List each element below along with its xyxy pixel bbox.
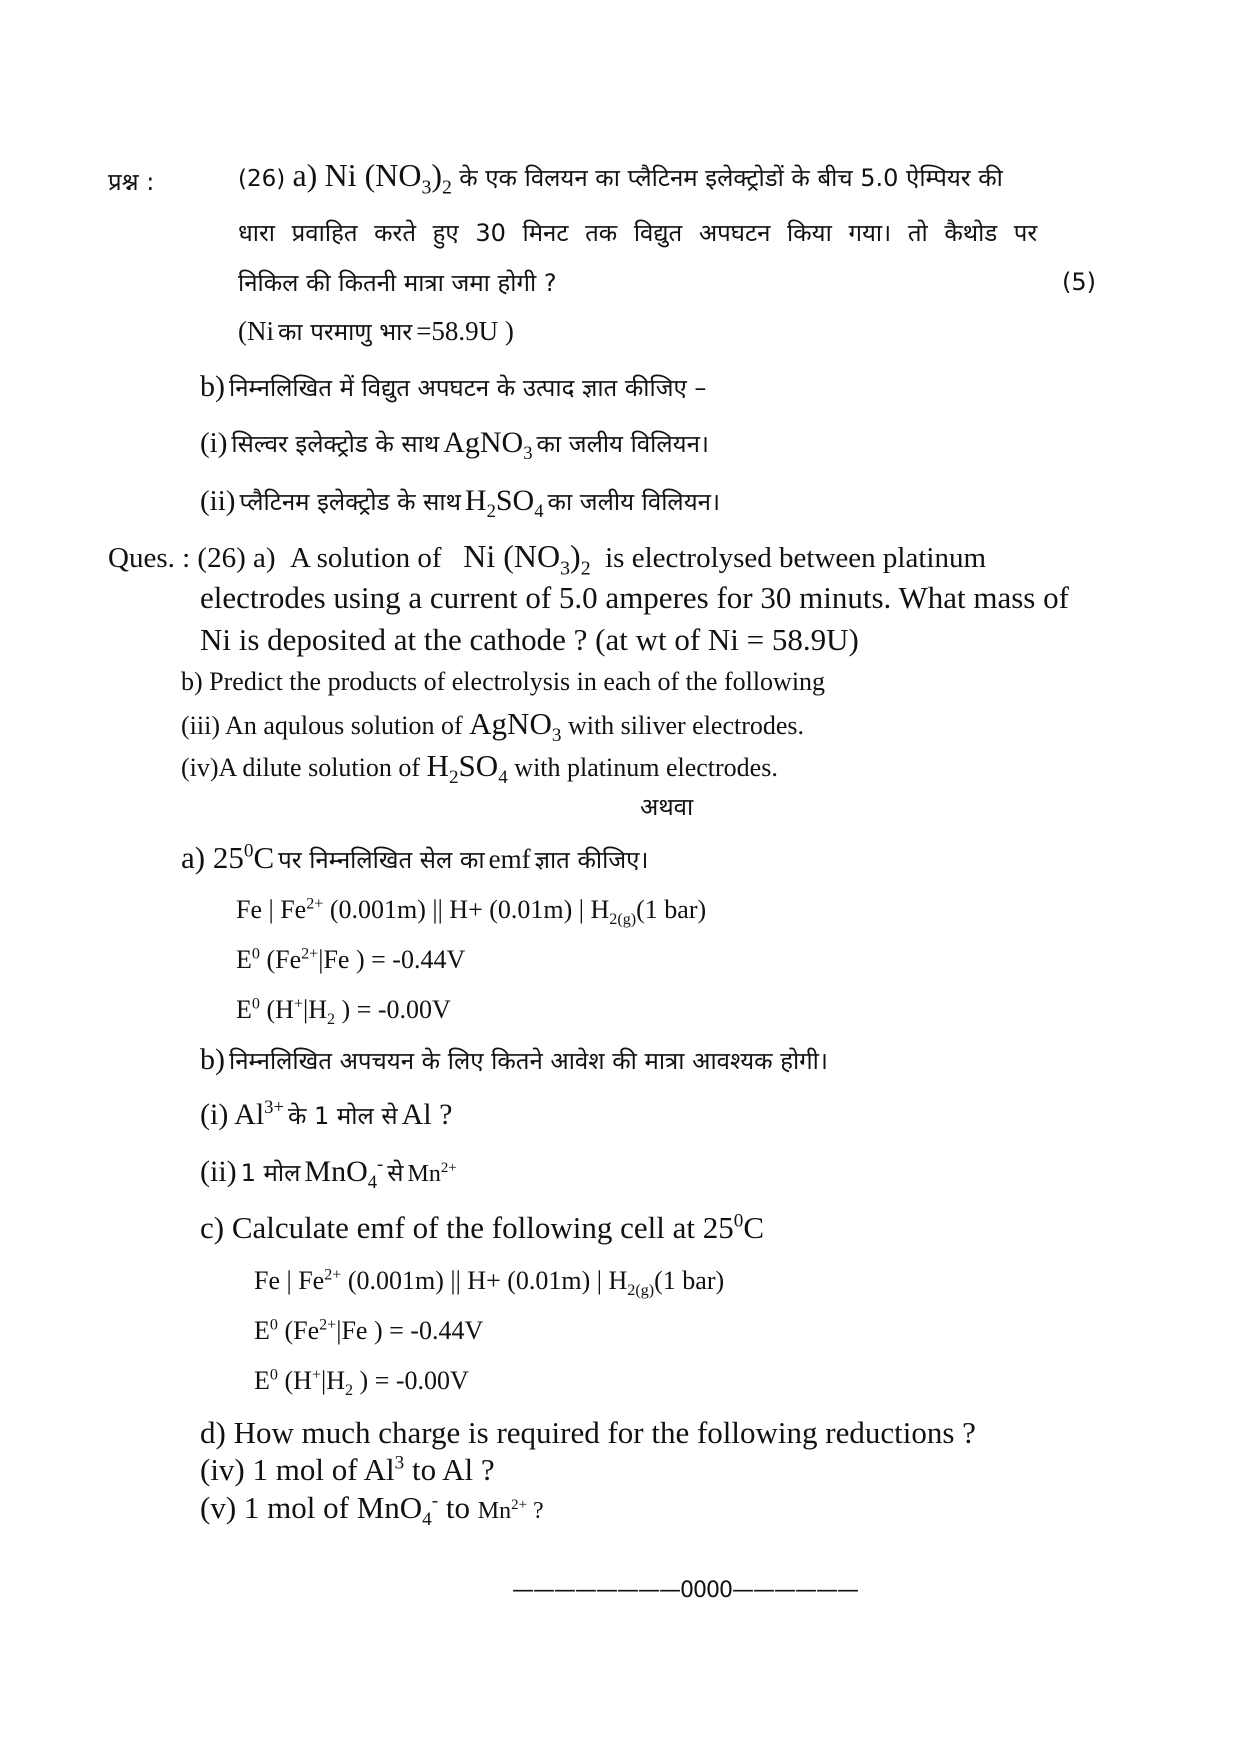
question-label-hindi: प्रश्न : (108, 168, 155, 196)
or-divider-label: अथवा (640, 793, 694, 821)
hindi-q-a-line-3: निकिल की कितनी मात्रा जमा होगी ? (238, 269, 557, 297)
marks-label: (5) (1062, 268, 1096, 296)
hindi-alt-e0-h: $E^0$ ($H^+|H_2$ ) = -0.00V (236, 995, 451, 1029)
hindi-alt-e0-fe: $E^0$ ($Fe^{2+}|Fe$ ) = -0.44V (236, 945, 466, 974)
hindi-q-b-ii: (ii) प्लैटिनम इलेक्ट्रोड के साथ $H_2SO_4$ का जलीय विलियन। (200, 484, 721, 522)
english-alt-d-v: (v) 1 mol of MnO$_4$- to $Mn^{2+}$ ? (200, 1490, 544, 1531)
hindi-q-a-line-2: धारा प्रवाहित करते हुए 30 मिनट तक विद्युत अपघटन किया गया। तो कैथोड पर (238, 219, 1038, 247)
end-marker: ————————0000—————— (512, 1578, 858, 1603)
english-q-a-line-2: electrodes using a current of 5.0 amperes for 30 minuts. What mass of (200, 580, 1069, 615)
english-q-b-iii: (iii) An aqulous solution of AgNO$_3$ with siliver electrodes. (181, 706, 805, 747)
hindi-alt-b-ii: (ii) 1 मोल MnO$_4$- से $Mn^{2+}$ (200, 1154, 457, 1193)
english-alt-e0-h: $E^0$ ($H^+|H_2$ ) = -0.00V (254, 1366, 469, 1400)
hindi-q-a-atomic-mass: (Ni का परमाणु भार =58.9U ) (238, 316, 514, 346)
hindi-alt-b: b) निम्नलिखित अपचयन के लिए कितने आवेश की मात्रा आवश्यक होगी। (200, 1043, 828, 1076)
english-alt-c: c) Calculate emf of the following cell at $25^0C$ (200, 1210, 764, 1245)
english-q-a-line-1: Ques. : (26) a) A solution of Ni $(NO_3)_2$ is electrolysed between platinum (108, 538, 987, 580)
hindi-alt-a: a) $25^0C$ पर निम्नलिखित सेल का emf ज्ञात कीजिए। (181, 840, 649, 875)
english-alt-d: d) How much charge is required for the following reductions ? (200, 1415, 976, 1450)
english-alt-cell: Fe | $Fe^{2+}$ (0.001m) || H+ (0.01m) | $H_{2(g)}(1$ bar) (254, 1266, 725, 1300)
english-alt-e0-fe: $E^0$ ($Fe^{2+}|Fe$ ) = -0.44V (254, 1316, 484, 1345)
hindi-q-b-i: (i) सिल्वर इलेक्ट्रोड के साथ AgNO$_3$ का जलीय विलियन। (200, 426, 709, 464)
hindi-q-a-line-1: (26) a) Ni $(NO_3)_2$ के एक विलयन का प्लैटिनम इलेक्ट्रोडों के बीच 5.0 ऐम्पियर की (238, 157, 1003, 199)
hindi-alt-cell: Fe | $Fe^{2+}$ (0.001m) || H+ (0.01m) | $H_{2(g)}(1$ bar) (236, 895, 707, 929)
english-q-b: b) Predict the products of electrolysis in each of the following (181, 667, 826, 696)
english-q-a-line-3: Ni is deposited at the cathode ? (at wt of Ni = 58.9U) (200, 622, 859, 657)
hindi-alt-b-i: (i) $Al^{3+}$ के 1 मोल से Al ? (200, 1097, 453, 1131)
english-alt-d-iv: (iv) 1 mol of Al$^3$ to Al ? (200, 1452, 495, 1487)
english-q-b-iv: (iv)A dilute solution of $H_2SO_4$ with platinum electrodes. (181, 748, 778, 789)
hindi-q-b: b) निम्नलिखित में विद्युत अपघटन के उत्पाद ज्ञात कीजिए – (200, 370, 707, 403)
